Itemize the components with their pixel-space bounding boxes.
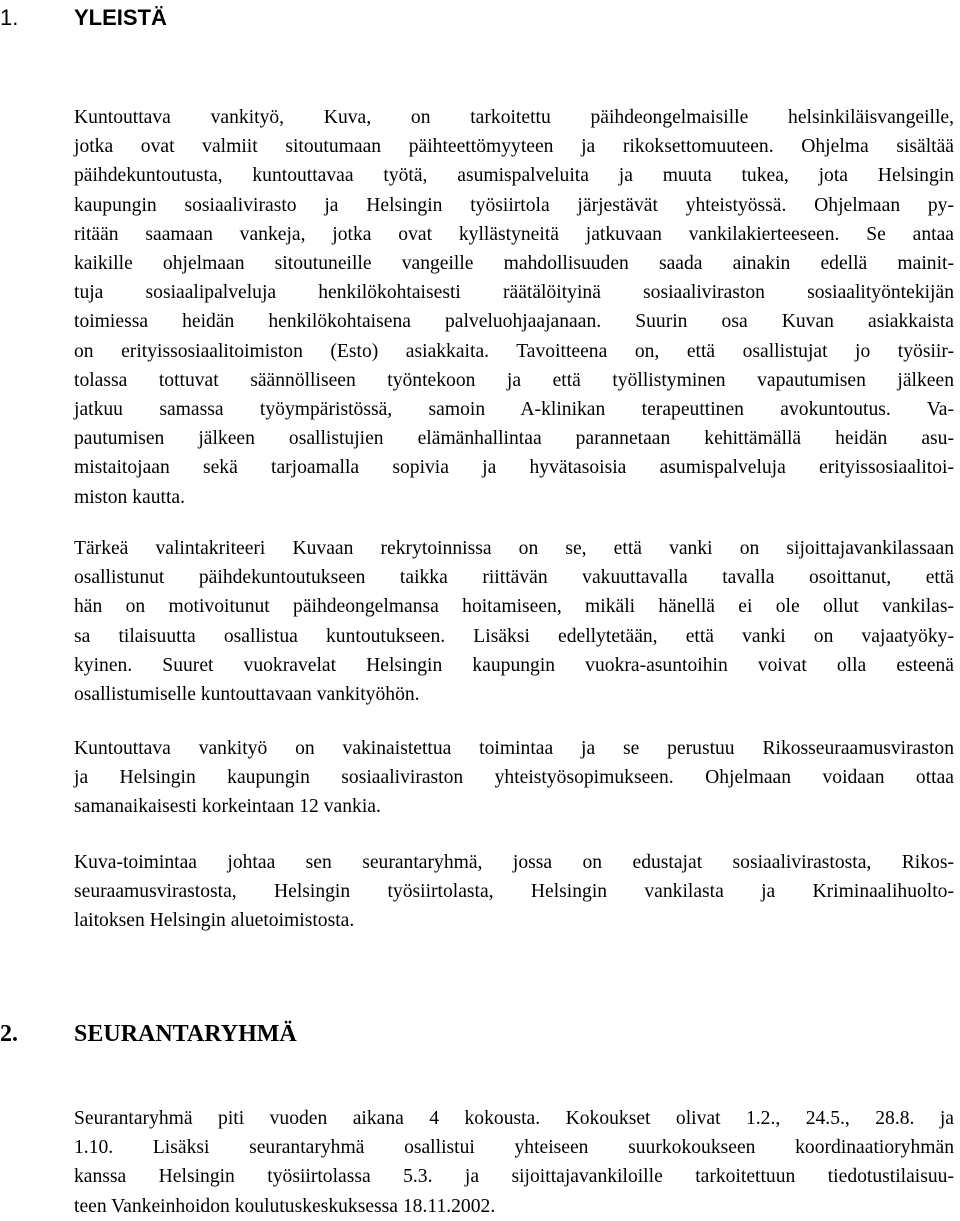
text-line: kaupungin sosiaalivirasto ja Helsingin työsiirtola järjestävät yhteistyössä. Ohjelmaan py- xyxy=(74,194,954,216)
text-line: miston kautta. xyxy=(74,486,186,508)
text-line: sa tilaisuutta osallistua kuntoutukseen. Lisäksi edellytetään, että vanki on vajaatyöky- xyxy=(74,625,954,647)
text-line: jotka ovat valmiit sitoutumaan päihteettömyyteen ja rikoksettomuuteen. Ohjelma sisältää xyxy=(74,136,954,158)
text-line: toimiessa heidän henkilökohtaisena palveluohjaajanaan. Suurin osa Kuvan asiakkaista xyxy=(74,311,954,333)
text-line: Kuntouttava vankityö on vakinaistettua toimintaa ja se perustuu Rikosseuraamusviraston xyxy=(74,738,954,759)
text-line: osallistunut päihdekuntoutukseen taikka riittävän vakuuttavalla tavalla osoittanut, että xyxy=(74,567,954,589)
text-line: Kuntouttava vankityö, Kuva, on tarkoitettu päihdeongelmaisille helsinkiläisvangeille, xyxy=(74,107,954,128)
text-line: seuraamusvirastosta, Helsingin työsiirtolasta, Helsingin vankilasta ja Kriminaalihuolto- xyxy=(74,881,954,903)
text-line: samanaikaisesti korkeintaan 12 vankia. xyxy=(74,796,381,818)
text-line: mistaitojaan sekä tarjoamalla sopivia ja hyvätasoisia asumispalveluja erityissosiaalitoi- xyxy=(74,457,954,479)
text-line: Seurantaryhmä piti vuoden aikana 4 kokousta. Kokoukset olivat 1.2., 24.5., 28.8. ja xyxy=(74,1108,954,1129)
text-line: ritään saamaan vankeja, jotka ovat kyllästyneitä jatkuvaan vankilakierteeseen. Se antaa xyxy=(74,223,954,245)
paragraph xyxy=(74,734,954,822)
section-title: SEURANTARYHMÄ xyxy=(74,1021,297,1047)
text-line: ja Helsingin kaupungin sosiaaliviraston yhteistyösopimukseen. Ohjelmaan voidaan ottaa xyxy=(74,767,954,789)
text-line: Kuva-toimintaa johtaa sen seurantaryhmä, jossa on edustajat sosiaalivirastosta, Rikos- xyxy=(74,852,954,873)
text-line: tuja sosiaalipalveluja henkilökohtaisesti räätälöityinä sosiaaliviraston sosiaalityöntekijän xyxy=(74,282,954,304)
text-line: pautumisen jälkeen osallistujien elämänhallintaa parannetaan kehittämällä heidän asu- xyxy=(74,428,954,450)
paragraph xyxy=(74,848,954,936)
text-line: on erityissosiaalitoimiston (Esto) asiakkaita. Tavoitteena on, että osallistujat jo työsiir- xyxy=(74,340,954,362)
text-line: hän on motivoitunut päihdeongelmansa hoitamiseen, mikäli hänellä ei ole ollut vankilas- xyxy=(74,596,954,618)
text-line: osallistumiselle kuntouttavaan vankityöhön. xyxy=(74,684,420,706)
text-line: laitoksen Helsingin aluetoimistosta. xyxy=(74,910,355,932)
paragraph xyxy=(74,103,954,512)
paragraph xyxy=(74,1104,954,1221)
text-line: kanssa Helsingin työsiirtolassa 5.3. ja sijoittajavankiloille tarkoitettuun tiedotustilaisuu- xyxy=(74,1166,954,1188)
text-line: teen Vankeinhoidon koulutuskeskuksessa 18.11.2002. xyxy=(74,1195,496,1217)
text-line: kaikille ohjelmaan sitoutuneille vangeille mahdollisuuden saada ainakin edellä mainit- xyxy=(74,253,954,275)
text-line: Tärkeä valintakriteeri Kuvaan rekrytoinnissa on se, että vanki on sijoittajavankilassaan xyxy=(74,538,954,559)
section-number: 1. xyxy=(0,5,19,30)
section-number: 2. xyxy=(0,1021,18,1047)
section-title: YLEISTÄ xyxy=(74,5,167,30)
text-line: tolassa tottuvat säännölliseen työntekoon ja että työllistyminen vapautumisen jälkeen xyxy=(74,369,954,391)
paragraph xyxy=(74,534,954,709)
text-line: 1.10. Lisäksi seurantaryhmä osallistui yhteiseen suurkokoukseen koordinaatioryhmän xyxy=(74,1137,954,1159)
text-line: päihdekuntoutusta, kuntouttavaa työtä, asumispalveluita ja muuta tukea, jota Helsingin xyxy=(74,165,954,187)
text-line: kyinen. Suuret vuokravelat Helsingin kaupungin vuokra-asuntoihin voivat olla esteenä xyxy=(74,654,954,676)
text-line: jatkuu samassa työympäristössä, samoin A-klinikan terapeuttinen avokuntoutus. Va- xyxy=(74,399,954,421)
